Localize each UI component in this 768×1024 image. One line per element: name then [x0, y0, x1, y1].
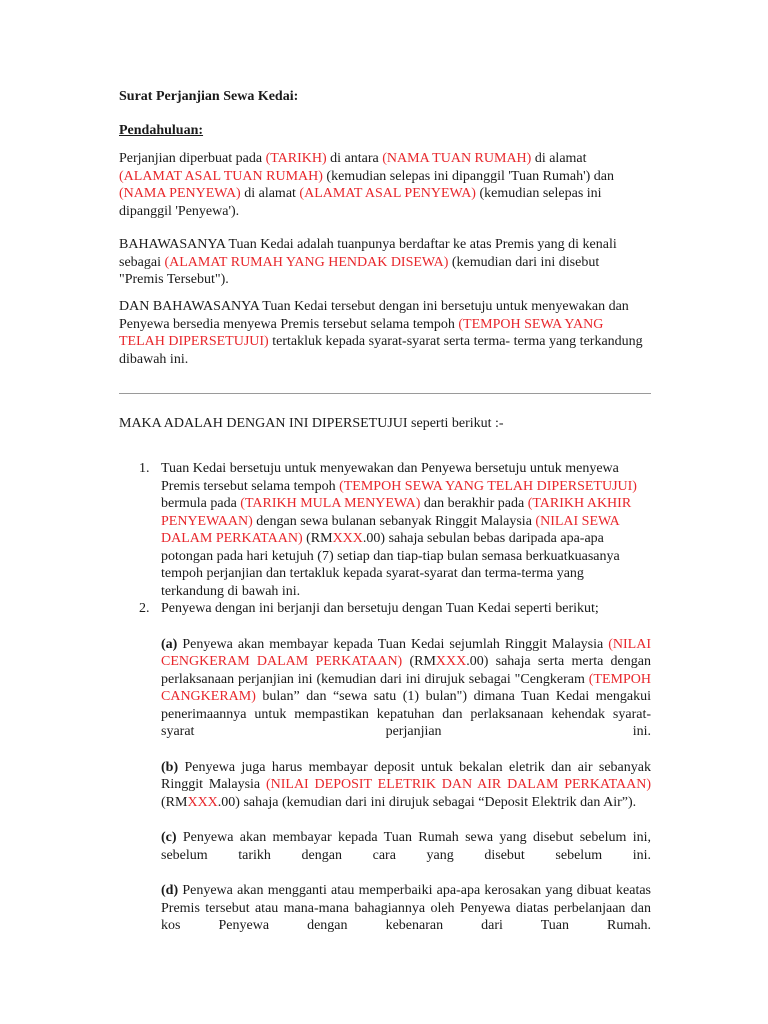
list-item [119, 460, 651, 600]
text: dengan sewa bulanan sebanyak Ringgit Malaysia [252, 513, 536, 529]
placeholder-tenant-address: (ALAMAT ASAL PENYEWA) [299, 186, 476, 201]
placeholder-start-date: (TARIKH MULA MENYEWA) [240, 496, 421, 511]
placeholder-utility-deposit-amount: XXX [187, 794, 218, 810]
placeholder-date: (TARIKH) [265, 151, 327, 166]
text: (RM [302, 531, 333, 546]
clause-b [161, 759, 651, 812]
text: .00) sahaja serta merta dengan [466, 654, 651, 669]
placeholder-tenancy-period: (TEMPOH SEWA YANG TELAH DIPERSETUJUI) [339, 478, 637, 494]
text: Perjanjian diperbuat pada [119, 151, 266, 166]
placeholder-landlord-name: (NAMA TUAN RUMAH) [382, 151, 532, 166]
text: di alamat [531, 151, 587, 166]
clause-label: (b) [161, 759, 179, 775]
text: dibawah ini. [119, 351, 189, 367]
text: Premis tersebut atau mana-mana bahagiannya oleh Penyewa diatas perbelanjaan dan [161, 900, 651, 916]
clause-label: (a) [161, 636, 178, 652]
and-whereas-paragraph [119, 298, 651, 368]
text: BAHAWASANYA Tuan Kedai adalah tuanpunya berdaftar ke atas Premis yang di kenali [119, 237, 617, 252]
list-item [119, 600, 651, 618]
placeholder-deposit-period: (TEMPOH CANGKERAM) [161, 671, 651, 704]
text: mengakui penerimaannya untuk mempastikan kepatuhan dan perlaksanaan kehendak [161, 689, 651, 722]
placeholder-rent-words-cont: DALAM PERKATAAN) [161, 531, 303, 546]
placeholder-rent-amount: XXX [332, 531, 363, 546]
document-title: Surat Perjanjian Sewa Kedai: [119, 89, 299, 104]
text: tertakluk kepada syarat-syarat serta terma- terma yang terkandung [268, 334, 643, 349]
list-number: 2. [139, 601, 150, 616]
text: Penyewa akan mengganti atau memperbaiki apa-apa kerosakan yang dibuat keatas [178, 883, 651, 898]
placeholder-deposit-amount: XXX [435, 654, 467, 669]
placeholder-tenancy-period: (TEMPOH SEWA YANG [458, 316, 604, 332]
placeholder-landlord-address: (ALAMAT ASAL TUAN RUMAH) [119, 168, 323, 184]
text: (RM [161, 794, 188, 810]
placeholder-rental-address: (ALAMAT RUMAH YANG HENDAK DISEWA) [164, 254, 449, 270]
placeholder-tenancy-period-cont: TELAH DIPERSETUJUI) [119, 334, 269, 349]
clause-c [161, 829, 651, 864]
text: .00) sahaja (kemudian dari ini dirujuk sebagai “Deposit Elektrik dan Air”). [217, 794, 637, 810]
placeholder-deposit-words-cont: CENGKERAM DALAM PERKATAAN) [161, 654, 403, 669]
clause-a [161, 636, 651, 741]
text: sebelum tarikh dengan cara yang disebut sebelum ini. [161, 847, 651, 863]
text: di alamat [240, 186, 300, 201]
text: Penyewa akan membayar kepada Tuan Kedai sejumlah Ringgit Malaysia [177, 636, 609, 652]
text: bermula pada [161, 496, 241, 511]
placeholder-end-date: (TARIKH AKHIR [527, 496, 632, 511]
section-heading: Pendahuluan: [119, 123, 204, 138]
horizontal-divider [119, 393, 651, 394]
text: (kemudian selepas ini dipanggil 'Tuan Rumah') dan [322, 168, 615, 184]
text: (kemudian selepas ini [475, 186, 602, 201]
text: Penyewa bersedia menyewa Premis tersebut selama tempoh [119, 316, 459, 332]
placeholder-end-date-cont: PENYEWAAN) [161, 513, 253, 529]
placeholder-utility-deposit-words: (NILAI DEPOSIT ELETRIK DAN AIR DALAM PERKATAAN) [265, 777, 651, 792]
text: (RM [402, 654, 436, 669]
text: sebagai [119, 254, 165, 270]
text: Penyewa juga harus membayar deposit untuk bekalan eletrik dan air sebanyak [178, 759, 651, 775]
text: Penyewa akan membayar kepada Tuan Rumah sewa yang disebut sebelum ini, [176, 830, 651, 845]
text: di antara [326, 151, 383, 166]
text: dan berakhir pada [420, 496, 528, 511]
text: Ringgit Malaysia [161, 777, 266, 792]
terms-list [119, 460, 651, 935]
text: syarat-syarat perjanjian ini. [161, 706, 651, 739]
text: .00) sahaja sebulan bebas daripada apa-apa [362, 531, 604, 546]
placeholder-deposit-words: (NILAI [608, 636, 651, 652]
text: "Premis Tersebut"). [119, 272, 229, 287]
placeholder-rent-words: (NILAI SEWA [535, 513, 620, 529]
text: dipanggil 'Penyewa'). [119, 203, 240, 219]
placeholder-tenant-name: (NAMA PENYEWA) [119, 186, 241, 201]
clause-label: (c) [161, 830, 177, 845]
agreement-intro: MAKA ADALAH DENGAN INI DIPERSETUJUI seperti berikut :- [119, 416, 504, 431]
text: Premis tersebut selama tempoh [161, 478, 340, 494]
text: terkandung di bawah ini. [161, 583, 301, 599]
text: (kemudian dari ini disebut [448, 254, 600, 270]
list-number: 1. [139, 461, 150, 476]
text: perlaksanaan perjanjian ini (kemudian dari ini dirujuk sebagai "Cengkeram [161, 671, 585, 687]
clause-label: (d) [161, 883, 179, 898]
text: DAN BAHAWASANYA Tuan Kedai tersebut dengan ini bersetuju untuk menyewakan dan [119, 299, 629, 314]
text: tempoh perjanjian dan tertakluk kepada syarat-syarat dan terma-terma yang [161, 566, 584, 581]
intro-paragraph [119, 150, 651, 220]
text: bulan” dan “sewa satu (1) bulan") dimana Tuan Kedai [255, 689, 590, 704]
text: kos Penyewa dengan kebenaran dari Tuan Rumah. [161, 918, 651, 933]
text: Tuan Kedai bersetuju untuk menyewakan dan Penyewa bersetuju untuk menyewa [161, 461, 619, 476]
clause-d [161, 882, 651, 935]
whereas-paragraph [119, 236, 651, 289]
text: potongan pada hari ketujuh (7) setiap dan tiap-tiap bulan semasa berkuatkuasanya [161, 548, 620, 564]
text: Penyewa dengan ini berjanji dan bersetuju dengan Tuan Kedai seperti berikut; [161, 601, 599, 616]
